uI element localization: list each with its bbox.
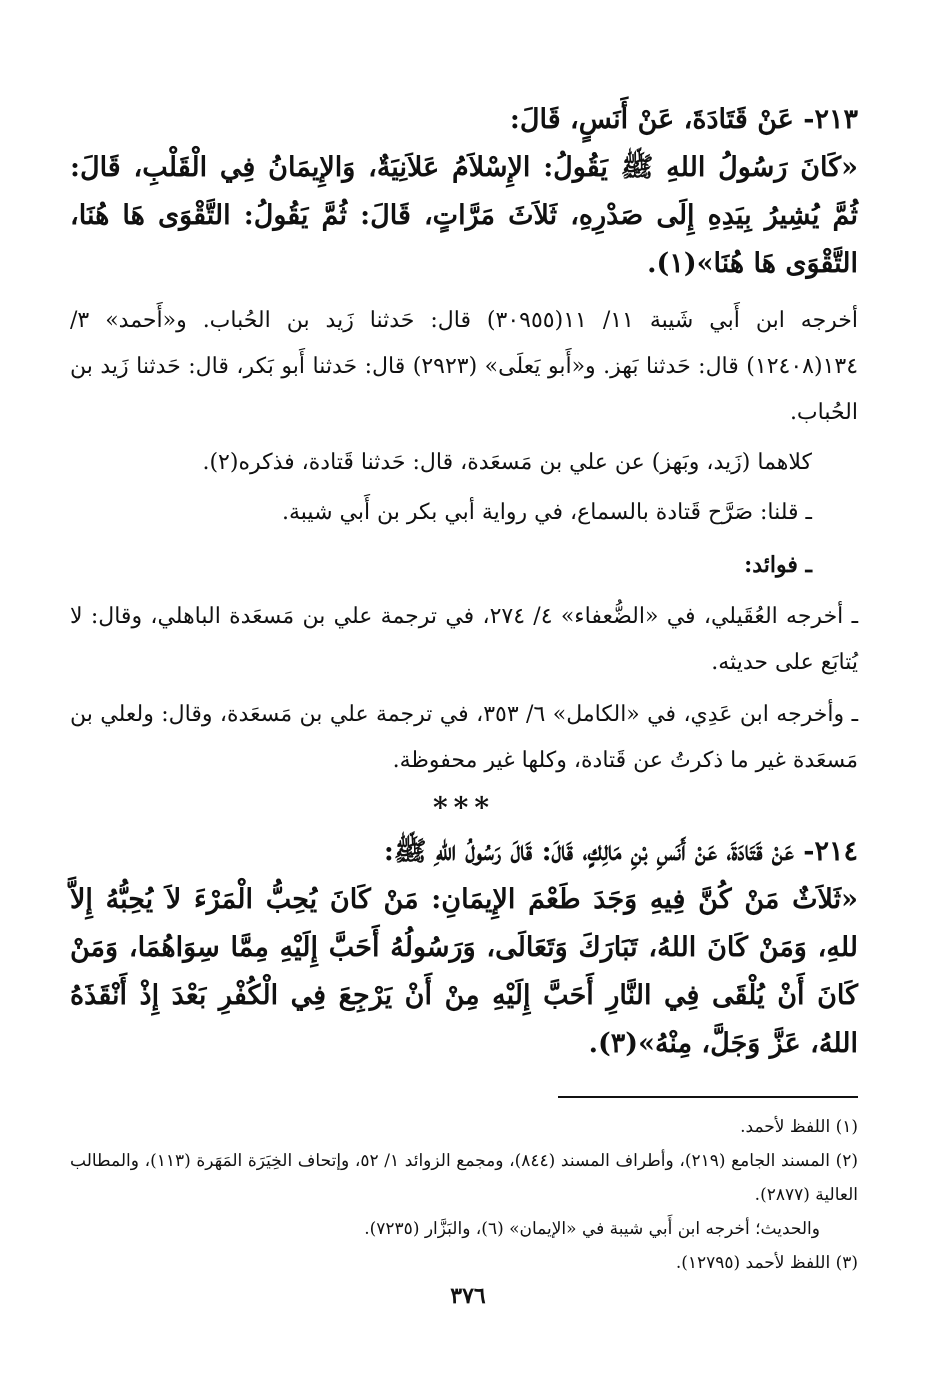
section-separator-stars: *** xyxy=(433,791,495,824)
footnote-separator-line xyxy=(558,1096,858,1098)
footnote-1: (١) اللفظ لأحمد. xyxy=(740,1117,858,1137)
hadith-214-heading: ٢١٤- عَنْ قَتَادَةَ، عَنْ أَنَسِ بْنِ مَالِكٍ، قَالَ: قَالَ رَسُولُ اللهِ ﷺ: xyxy=(383,836,858,867)
hadith-213-qulna: ـ قلنا: صَرَّح قَتادة بالسماع، في رواية أبي بكر بن أَبي شيبة. xyxy=(282,500,812,525)
hadith-213-heading: ٢١٣- عَنْ قَتَادَةَ، عَنْ أَنَسٍ، قَالَ: xyxy=(509,104,858,135)
hadith-213-text: «كَانَ رَسُولُ اللهِ ﷺ يَقُولُ: الإِسْلاَمُ عَلاَنِيَةٌ، وَالإِيمَانُ فِي الْقَلْبِ، قَالَ: ثُمَّ يُشِيرُ بِيَدِهِ إِلَى صَدْرِهِ، ثَلاَثَ مَرَّاتٍ، قَالَ: ثُمَّ يَقُولُ: التَّقْوَى هَا هُنَا، التَّقْوَى هَا هُنَا»(١). xyxy=(70,152,858,279)
footnotes xyxy=(70,1110,858,1280)
hadith-213-both-narrators: كلاهما (زَيد، وبَهز) عن علي بن مَسعَدة، قال: حَدثنا قَتادة، فذكره(٢). xyxy=(202,450,812,475)
fawaid-note-2: ـ وأخرجه ابن عَدِي، في «الكامل» ٦/ ٣٥٣، في ترجمة علي بن مَسعَدة، وقال: ولعلي بن مَسعَدة غير ما ذكرتُ عن قَتادة، وكلها غير محفوظة. xyxy=(70,702,859,773)
footnote-2-continuation: والحديث؛ أخرجه ابن أَبي شيبة في «الإيمان» (٦)، والبَزَّار (٧٢٣٥). xyxy=(364,1219,820,1239)
fawaid-note-1: ـ أخرجه العُقَيلي، في «الضُّعفاء» ٤/ ٢٧٤، في ترجمة علي بن مَسعَدة الباهلي، وقال: لا يُتابَع على حديثه. xyxy=(70,604,859,675)
page-content xyxy=(70,96,858,1280)
footnote-3: (٣) اللفظ لأحمد (١٢٧٩٥). xyxy=(675,1253,858,1273)
hadith-214-text: «ثَلاَثٌ مَنْ كُنَّ فِيهِ وَجَدَ طَعْمَ الإِيمَانِ: مَنْ كَانَ يُحِبُّ الْمَرْءَ لاَ يُحِبُّهُ إِلاَّ للهِ، وَمَنْ كَانَ اللهُ، تَبَارَكَ وَتَعَالَى، وَرَسُولُهُ أَحَبَّ إِلَيْهِ مِمَّا سِوَاهُمَا، وَمَنْ كَانَ أَنْ يُلْقَى فِي النَّارِ أَحَبَّ إِلَيْهِ مِنْ أَنْ يَرْجِعَ فِي الْكُفْرِ بَعْدَ إِذْ أَنْقَذَهُ اللهُ، عَزَّ وَجَلَّ، مِنْهُ»(٣). xyxy=(70,884,858,1059)
hadith-213-takhrij: أخرجه ابن أَبي شَيبة ١١/ ١١(٣٠٩٥٥) قال: حَدثنا زَيد بن الحُباب. و«أَحمد» ٣/ ١٣٤(١٢٤٠٨) قال: حَدثنا بَهز. و«أَبو يَعلَى» (٢٩٢٣) قال: حَدثنا أَبو بَكر، قال: حَدثنا زَيد بن الحُباب. xyxy=(70,308,859,425)
footnote-2: (٢) المسند الجامع (٢١٩)، وأطراف المسند (٨٤٤)، ومجمع الزوائد ١/ ٥٢، وإتحاف الخِيَرَة المَهَرة (١١٣)، والمطالب العالية (٢٨٧٧). xyxy=(70,1151,858,1205)
page-number: ٣٧٦ xyxy=(450,1283,486,1309)
fawaid-heading: ـ فوائد: xyxy=(744,552,812,578)
